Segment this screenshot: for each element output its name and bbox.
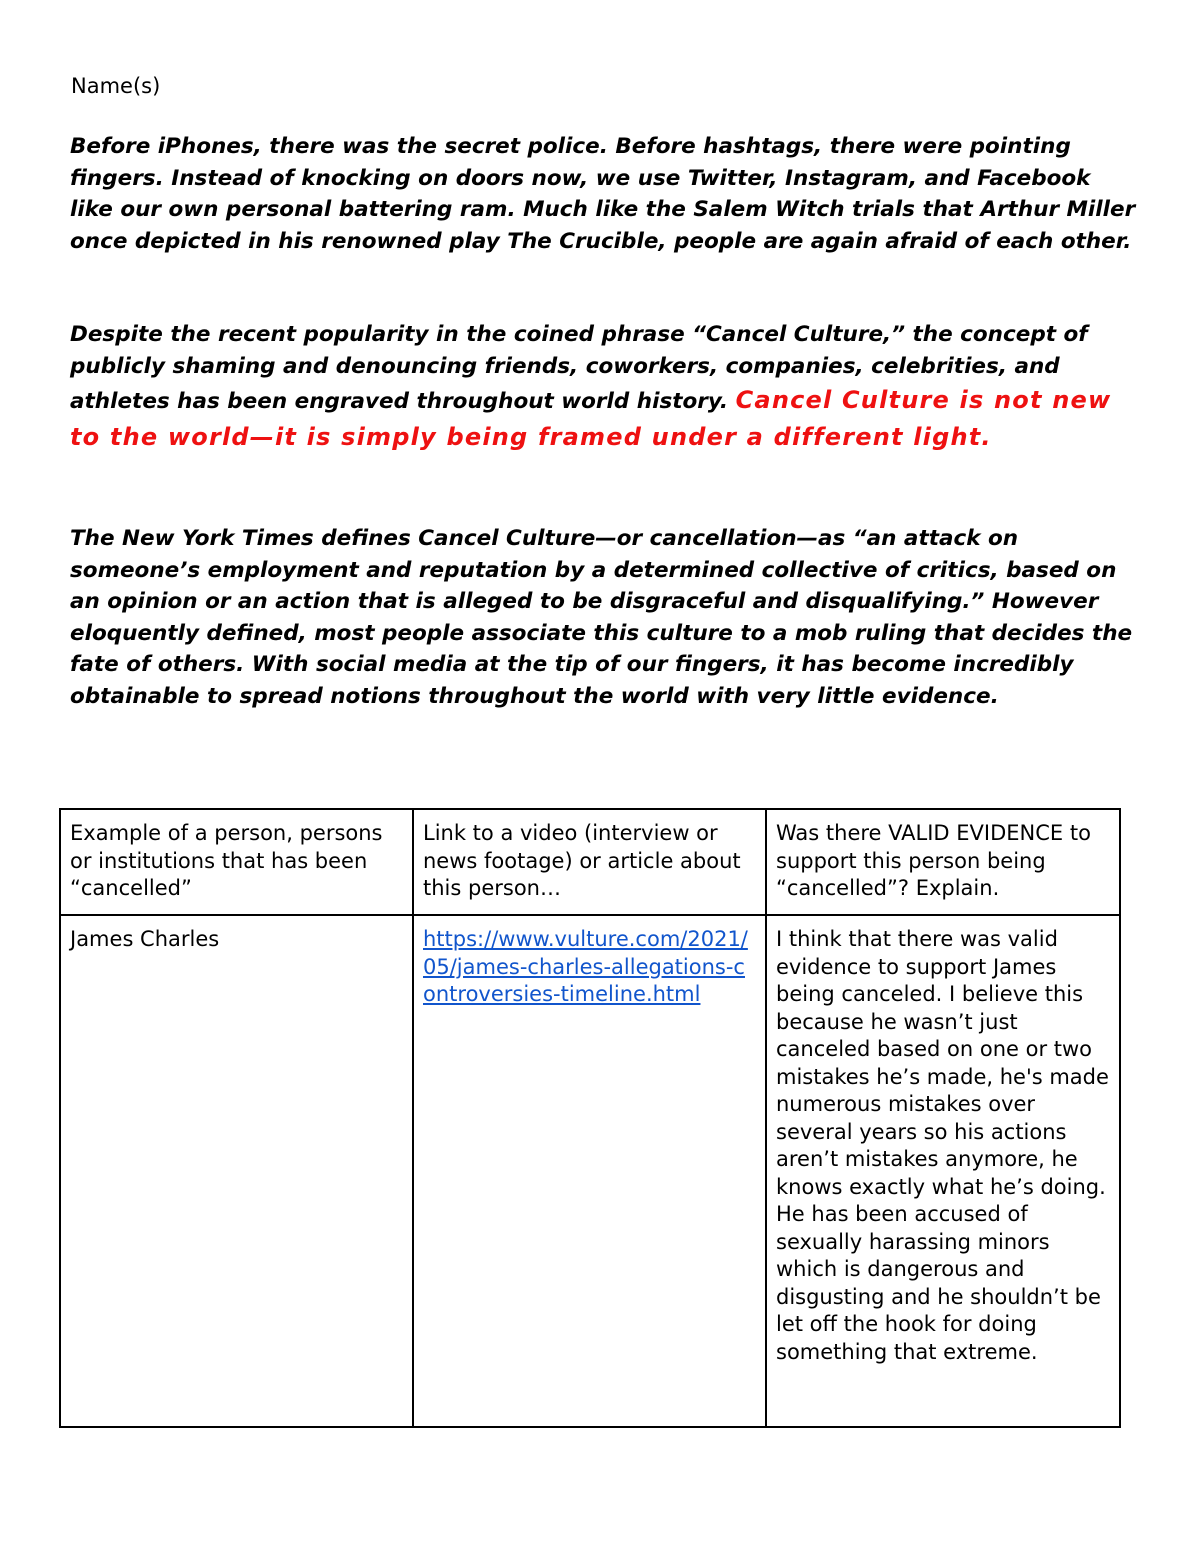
person-cell: James Charles xyxy=(60,915,413,1427)
article-link[interactable]: https://www.vulture.com/2021/05/james-charles-allegations-controversies-timeline.html xyxy=(423,927,748,1006)
link-cell xyxy=(413,915,766,1427)
header-cell-link: Link to a video (interview or news footage) or article about this person… xyxy=(413,809,766,915)
cancel-culture-paragraph-text: Despite the recent popularity in the coined phrase “Cancel Culture,” the concept of publicly shaming and denouncing friends, coworkers, companies, celebrities, and athletes has been engraved throughout world history. xyxy=(70,322,1088,414)
header-cell-person: Example of a person, persons or institutions that has been “cancelled” xyxy=(60,809,413,915)
table-row xyxy=(60,915,1120,1427)
explanation-cell: I think that there was valid evidence to support James being canceled. I believe this because he wasn’t just canceled based on one or two mistakes he’s made, he's made numerous mistakes over several years so his actions aren’t mistakes anymore, he knows exactly what he’s doing. He has been accused of sexually harassing minors which is dangerous and disgusting and he shouldn’t be let off the hook for doing something that extreme. xyxy=(766,915,1120,1427)
cancel-culture-table xyxy=(59,808,1121,1428)
names-label: Name(s) xyxy=(71,74,161,98)
thesis-highlight: Cancel Culture is not new to the world—it is simply being framed under a different light. xyxy=(70,386,1112,451)
definition-paragraph: The New York Times defines Cancel Culture—or cancellation—as “an attack on someone’s employment and reputation by a determined collective of critics, based on an opinion or an action that is alleged to be disgraceful and disqualifying.” However eloquently defined, most people associate this culture to a mob ruling that decides the fate of others. With social media at the tip of our fingers, it has become incredibly obtainable to spread notions throughout the world with very little evidence. xyxy=(70,526,1133,709)
table-header-row xyxy=(60,809,1120,915)
intro-paragraph: Before iPhones, there was the secret police. Before hashtags, there were pointing fingers. Instead of knocking on doors now, we use Twitter, Instagram, and Facebook like our own personal battering ram. Much like the Salem Witch trials that Arthur Miller once depicted in his renowned play The Crucible, people are again afraid of each other. xyxy=(70,134,1136,254)
header-cell-evidence: Was there VALID EVIDENCE to support this person being “cancelled”? Explain. xyxy=(766,809,1120,915)
cancel-culture-paragraph xyxy=(70,319,1138,456)
